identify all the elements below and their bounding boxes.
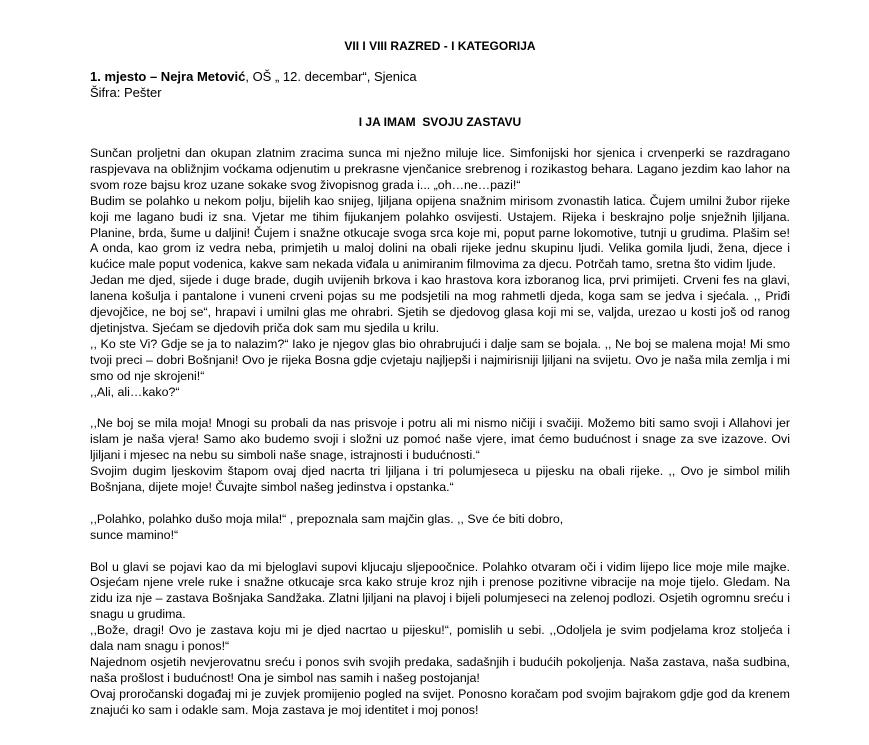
paragraph: Budim se polahko u nekom polju, bijelih kao snijeg, ljiljana opijena snažnim mirisom zvonastih latica. Čujem umilni žubor rijeke koji me lagano budi iz sna. Vjetar me tihim fijukanjem polahko osvijesti. Ustajem. Rijeka i beskrajno polje snježnih ljiljana. Planine, brda, šume u daljini! Čujem i snažne otkucaje svoga srca koje mi, poput parne lokomotive, tutnji u grudima. Plašim se! A onda, kao grom iz vedra neba, primjetih u maloj dolini na obali rijeke jednu skupinu ljudi. Velika gomila ljudi, žena, djece i kućice male poput vodenica, kakve sam nekada viđala u animiranim filmovima za djecu. Potrčah tamo, sretna što vidim ljude. [90,193,790,272]
paragraph: ,,Ali, ali…kako?“ [90,384,180,399]
blank-line [90,401,790,417]
blank-line [90,544,790,560]
paragraph: ,,Bože, dragi! Ovo je zastava koju mi je djed nacrtao u pijesku!“, pomislih u sebi. ,,Odoljela je svim podjelama kroz stoljeća i dala nam snagu i ponos!“ [90,623,790,654]
place-author: 1. mjesto – Nejra Metović [90,69,246,84]
paragraph: Bol u glavi se pojavi kao da mi bjeloglavi supovi kljucaju sljepoočnice. Polahko otvaram oči i vidim lijepo lice moje mile majke. Osjećam njene vrele ruke i snažne otkucaje srca kako struje kroz njih i prenose pozitivne vibracije na moje tijelo. Gledam. Na zidu iza nje – zastava Bošnjaka Sandžaka. Zlatni ljiljani na plavoj i bijeli polumjeseci na zelenoj podlozi. Osjetih ogromnu sreću i snagu u grudima. [90,559,790,622]
entry-code: Šifra: Pešter [90,85,162,100]
paragraph: Najednom osjetih nevjerovatnu sreću i ponos svih svojih predaka, sadašnjih i budućih pokoljenja. Naša zastava, naša sudbina, naša prošlost i budućnost! Ona je simbol nas samih i našeg postojanja! [90,654,790,685]
paragraph: Sunčan proljetni dan okupan zlatnim zracima sunca mi nježno miluje lice. Simfonijski hor sjenica i crvenperki se razdragano raspjevava na obližnjim voćkama odjenutim u prekrasne vjenčanice srebrenog i rozikastog behara. Lagano jezdim kao lahor na svom roze bajsu kroz uzane sokake svog živopisnog grada i... „oh…ne…pazi!“ [90,146,790,192]
blank-line [90,496,790,512]
document-page [90,0,790,745]
paragraph: ,,Ne boj se mila moja! Mnogi su probali da nas prisvoje i potru ali mi nismo ničiji i svačiji. Možemo biti samo svoji i Allahovi jer islam je naša vjera! Samo ako budemo svoji i složni uz pomoć naše vjere, imat ćemo budućnost i snage za sve izazove. Ovi ljiljani i mjesec na nebu su simboli naše snage, istrajnosti i budućnosti.“ [90,416,790,463]
story-title: I JA IMAM SVOJU ZASTAVU [358,115,522,129]
paragraph: ,, Ko ste Vi? Gdje se ja to nalazim?“ Iako je njegov glas bio ohrabrujući i dalje sam se bojala. ,, Ne boj se malena moja! Mi smo tvoji preci – dobri Bošnjani! Ovo je rijeka Bosna gdje cvjetaju najljepši i najmirisniji ljiljani na svijetu. Ovo je naša mila zemlja i mi smo od nje skrojeni!“ [90,336,790,383]
paragraph: ,,Polahko, polahko dušo moja mila!“ , prepoznala sam majčin glas. ,, Sve će biti dobro, [90,511,564,526]
category-heading: VII I VIII RAZRED - I KATEGORIJA [344,39,536,53]
story-body [90,146,790,719]
school-name: , OŠ „ 12. decembar“, Sjenica [245,69,417,84]
winner-line [90,69,417,85]
paragraph: Svojim dugim ljeskovim štapom ovaj djed nacrta tri ljiljana i tri polumjeseca u pijesku na obali rijeke. ,, Ovo je simbol milih Bošnjana, dijete moje! Čuvajte simbol našeg jedinstva i opstanka.“ [90,464,790,495]
paragraph: Jedan me djed, sijede i duge brade, dugih uvijenih brkova i kao hrastova kora izboranog lica, prvi primijeti. Crveni fes na glavi, lanena košulja i pantalone i vuneni crveni pojas su me podsjetili na mog rahmetli djeda, koga sam se jedva i sjećala. ,, Priđi djevojčice, ne boj se“, hrapavi i umilni glas me ohrabri. Sjetih se djedovog glasa koji mi se, valjda, urezao u kosti još od ranog djetinjstva. Sjećam se djedovih priča dok sam mu sjedila u krilu. [90,273,790,335]
paragraph: sunce mamino!“ [90,527,179,542]
paragraph: Ovaj proročanski događaj mi je zuvjek promijenio pogled na svijet. Ponosno koračam pod svojim bajrakom gdje god da krenem znajući ko sam i odakle sam. Moja zastava je moj identitet i moj ponos! [90,686,790,717]
